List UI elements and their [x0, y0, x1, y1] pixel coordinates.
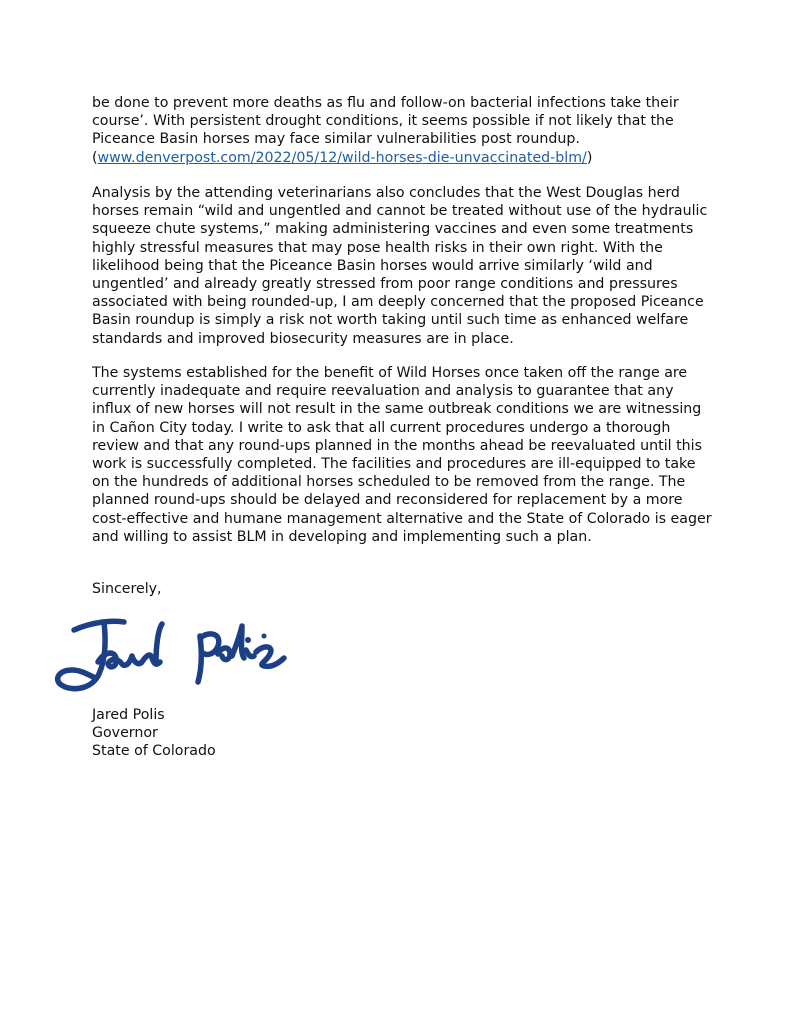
paragraph-line: course’. With persistent drought conditions, it seems possible if not likely that the	[92, 113, 674, 130]
paragraph-line: in Cañon City today. I write to ask that all current procedures undergo a thorough	[92, 419, 671, 436]
paragraph-line: work is successfully completed. The facilities and procedures are ill-equipped to take	[92, 456, 696, 473]
paragraph-line: horses remain “wild and ungentled and cannot be treated without use of the hydraulic	[92, 203, 708, 220]
closing-text: Sincerely,	[92, 581, 162, 597]
signature-stroke	[198, 636, 201, 682]
closing-salutation	[92, 580, 732, 598]
signature-stroke	[74, 621, 124, 630]
paragraph-line: The systems established for the benefit of Wild Horses once taken off the range are	[92, 365, 688, 381]
paragraph-line: Basin roundup is simply a risk not worth taking until such time as enhanced welfare	[92, 312, 689, 329]
paragraph-line: on the hundreds of additional horses scheduled to be removed from the range. The	[92, 474, 686, 491]
signature-stroke	[58, 622, 105, 689]
paragraph-line: Analysis by the attending veterinarians also concludes that the West Douglas herd	[92, 185, 680, 201]
paragraph-2	[92, 184, 732, 348]
paragraph-line: planned round-ups should be delayed and reconsidered for replacement by a more	[92, 492, 683, 509]
denverpost-link[interactable]: www.denverpost.com/2022/05/12/wild-horses-die-unvaccinated-blm/	[97, 149, 587, 166]
link-line	[92, 149, 732, 167]
signer-title: Governor	[92, 725, 158, 742]
paragraph-1	[92, 94, 732, 167]
paragraph-line: standards and improved biosecurity measures are in place.	[92, 330, 514, 347]
signature-stroke	[246, 650, 254, 657]
signer-name: Jared Polis	[92, 707, 165, 723]
paragraph-line: squeeze chute systems,” making administering vaccines and even some treatments	[92, 221, 694, 238]
paragraph-line: review and that any round-ups planned in the months ahead be reevaluated until this	[92, 437, 703, 454]
paragraph-line: influx of new horses will not result in the same outbreak conditions we are witnessing	[92, 401, 702, 418]
paragraph-line: cost-effective and humane management alternative and the State of Colorado is eager	[92, 510, 712, 527]
paragraph-line: and willing to assist BLM in developing and implementing such a plan.	[92, 528, 592, 545]
signature-stroke	[232, 626, 244, 658]
paragraph-3	[92, 364, 732, 546]
signature-stroke	[98, 653, 160, 667]
paragraph-line: associated with being rounded-up, I am deeply concerned that the proposed Piceance	[92, 294, 704, 311]
link-close-paren: )	[586, 149, 593, 166]
paragraph-line: Piceance Basin horses may face similar vulnerabilities post roundup.	[92, 131, 580, 148]
signer-organization: State of Colorado	[92, 743, 216, 760]
signature-stroke	[218, 648, 230, 660]
handwritten-signature	[52, 606, 292, 706]
signature-dot	[262, 634, 267, 639]
signature-stroke	[256, 647, 284, 666]
paragraph-line: currently inadequate and require reevaluation and analysis to guarantee that any	[92, 383, 674, 400]
signature-dot	[245, 637, 251, 643]
paragraph-line: likelihood being that the Piceance Basin horses would arrive similarly ‘wild and	[92, 257, 653, 274]
signature-block	[92, 706, 732, 761]
link-open-paren: (	[92, 149, 98, 166]
paragraph-line: be done to prevent more deaths as flu and follow-on bacterial infections take their	[92, 95, 679, 111]
signature-stroke	[156, 624, 162, 662]
paragraph-line: highly stressful measures that may pose health risks in their own right. With the	[92, 239, 663, 256]
paragraph-line: ungentled’ and already greatly stressed from poor range conditions and pressures	[92, 276, 678, 293]
